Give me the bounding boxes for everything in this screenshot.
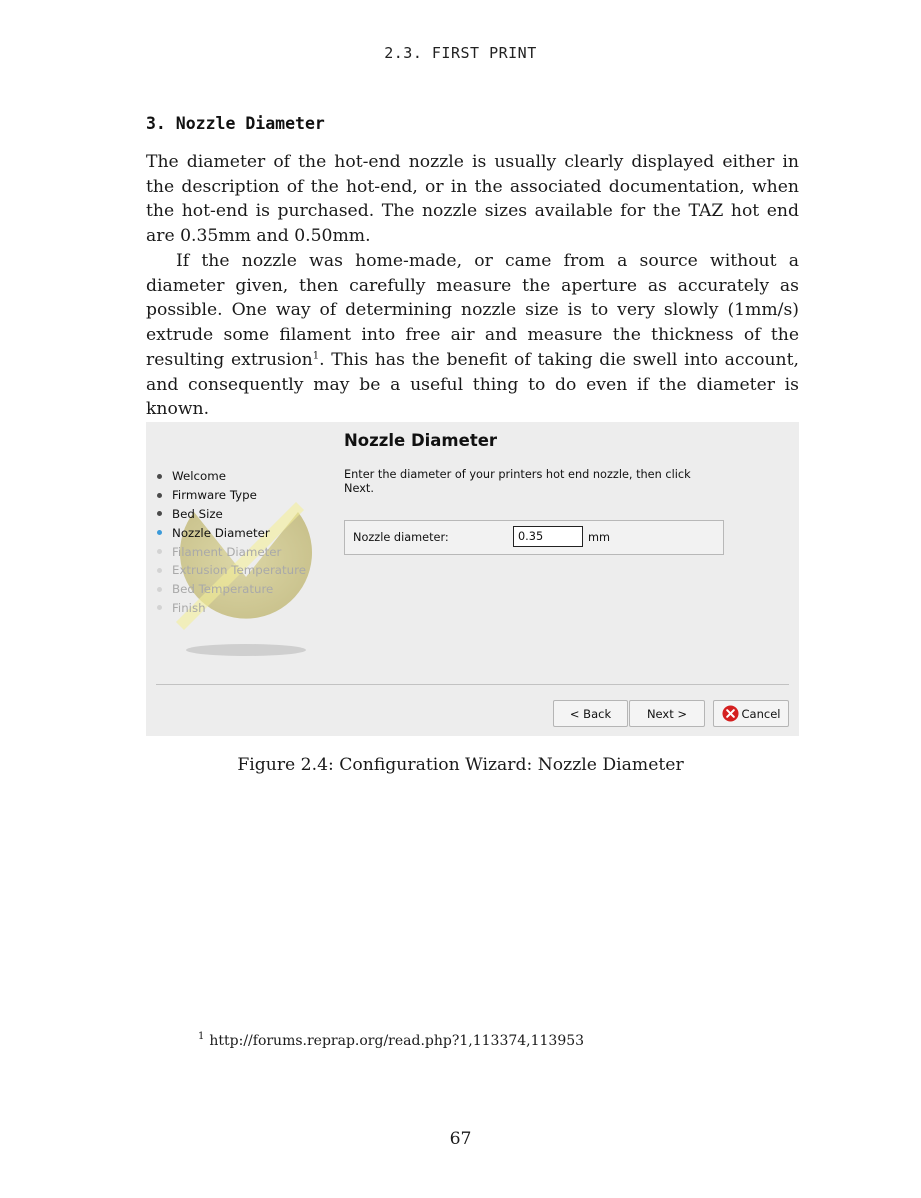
step-bullet: [157, 511, 162, 516]
step-bullet: [157, 549, 162, 554]
cancel-x-icon: [722, 705, 739, 722]
back-button-label: < Back: [569, 706, 612, 721]
nozzle-diameter-label: Nozzle diameter:: [353, 531, 449, 544]
back-button[interactable]: [553, 700, 628, 727]
step-finish: [157, 599, 306, 618]
step-bed-size: [157, 505, 306, 524]
cancel-button-label: Cancel: [741, 706, 781, 721]
step-label: Finish: [172, 600, 206, 615]
paragraph-1: The diameter of the hot-end nozzle is usually clearly displayed either in the description of the hot-end, or in the associated documentation, when the hot-end is purchased. The nozzle sizes available for the TAZ hot end are 0.35mm and 0.50mm.: [146, 152, 799, 247]
paragraph-2-text: If the nozzle was home-made, or came from a source without a diameter given, then carefully measure the aperture as accurately as possible. One way of determining nozzle size is to very slowly (1mm/s) extrude some filament into free air and measure the thickness of the resulting extrusion: [146, 251, 799, 370]
running-head: 2.3. FIRST PRINT: [384, 44, 537, 62]
nozzle-diameter-group: [344, 520, 724, 555]
step-label: Filament Diameter: [172, 544, 282, 559]
unit-label: mm: [588, 531, 611, 544]
step-label: Welcome: [172, 469, 226, 484]
footnote-marker: 1: [198, 1031, 205, 1043]
wizard-instruction: Enter the diameter of your printers hot end nozzle, then click Next.: [344, 468, 691, 495]
next-button[interactable]: [629, 700, 705, 727]
nozzle-diameter-input[interactable]: [513, 526, 583, 547]
footnote: [198, 1033, 584, 1049]
paragraph-2-end: . This has the benefit of taking die swell into account, and consequently may be a useful thing to do even if the diameter is known.: [146, 349, 799, 420]
step-bullet: [157, 568, 162, 573]
step-bullet-current: [157, 530, 162, 535]
step-bullet: [157, 474, 162, 479]
configuration-wizard: [146, 422, 799, 736]
step-label: Bed Temperature: [172, 582, 274, 597]
cancel-button[interactable]: [713, 700, 789, 727]
step-filament-diameter: [157, 542, 306, 561]
step-welcome: [157, 467, 306, 486]
page-number: 67: [449, 1129, 472, 1149]
figure-caption: Figure 2.4: Configuration Wizard: Nozzle Diameter: [237, 755, 684, 775]
step-nozzle-diameter: [157, 523, 306, 542]
wizard-title: Nozzle Diameter: [344, 431, 498, 450]
step-label: Nozzle Diameter: [172, 525, 270, 540]
footnote-ref[interactable]: 1: [312, 350, 320, 362]
step-bullet: [157, 587, 162, 592]
divider: [156, 684, 789, 685]
wizard-steps: [157, 467, 306, 617]
step-extrusion-temperature: [157, 561, 306, 580]
next-button-label: Next >: [646, 706, 688, 721]
step-bullet: [157, 493, 162, 498]
step-bullet: [157, 605, 162, 610]
section-heading: 3. Nozzle Diameter: [146, 114, 325, 133]
step-firmware-type: [157, 486, 306, 505]
footnote-link[interactable]: http://forums.reprap.org/read.php?1,113374,113953: [209, 1033, 585, 1049]
step-label: Firmware Type: [172, 488, 257, 503]
paragraph-2: [146, 249, 799, 422]
step-bed-temperature: [157, 580, 306, 599]
step-label: Extrusion Temperature: [172, 563, 306, 578]
step-label: Bed Size: [172, 506, 223, 521]
